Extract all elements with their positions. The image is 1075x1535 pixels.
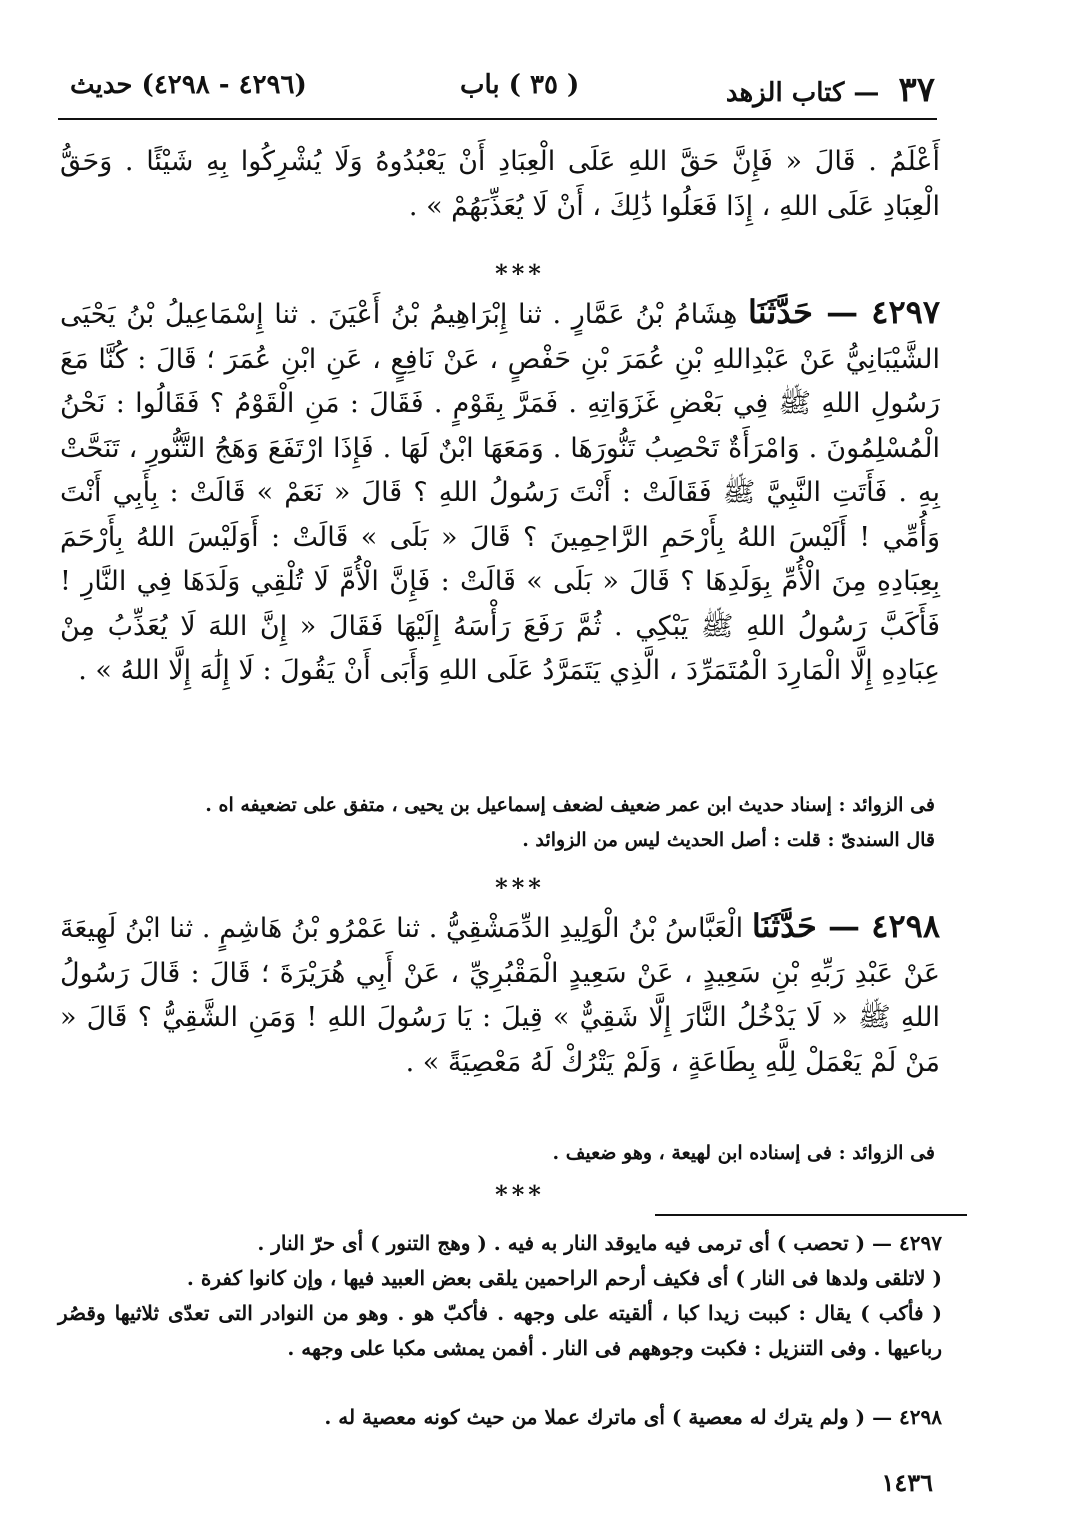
header-chapter: ( ٣٥ ) باب	[460, 70, 580, 100]
footnote-la-tulqi: ( لاتلقى ولدها فى النار ) أى فكيف أرحم الراحمين يلقى بعض العبيد فيها ، وإن كانوا كفرة .	[186, 1266, 942, 1290]
page-footer-number: ١٤٣٦	[881, 1468, 933, 1497]
separator-stars: ***	[495, 259, 545, 288]
header-rule	[58, 118, 937, 120]
footnote-rule	[655, 1214, 967, 1216]
hadith-4298-text: الْعَبَّاسُ بْنُ الْوَلِيدِ الدِّمَشْقِيُّ . ثنا عَمْرُو بْنُ هَاشِمٍ . ثنا ابْنُ لَهِيعَةَ عَنْ عَبْدِ رَبِّهِ بْنِ سَعِيدٍ ، عَنْ سَعِيدٍ الْمَقْبُرِيِّ ، عَنْ أَبِي هُرَيْرَةَ ؛ قَالَ : قَالَ رَسُولُ اللهِ ﷺ « لَا يَدْخُلُ النَّارَ إِلَّا شَقِيٌّ » قِيلَ : يَا رَسُولَ اللهِ ! وَمَنِ الشَّقِيُّ ؟ قَالَ « مَنْ لَمْ يَعْمَلْ لِلَّهِ بِطَاعَةٍ ، وَلَمْ يَتْرُكْ لَهُ مَعْصِيَةً » .	[60, 913, 940, 1078]
header-page-number: ٣٧	[898, 70, 935, 110]
footnote-fa-akabba: ( فأكب ) يقال : كببت زيدا كبا ، ألقيته على وجهه . فأكبّ هو . وهو من النوادر التى تعدّى ثلاثيها وقصُر رباعيها . وفى التنزيل : فكبت وجوههم فى النار . أفمن يمشى مكبا على وجهه .	[58, 1301, 942, 1360]
hadith-4296-tail: أَعْلَمُ . قَالَ « فَإِنَّ حَقَّ اللهِ عَلَى الْعِبَادِ أَنْ يَعْبُدُوهُ وَلَا يُشْرِكُوا بِهِ شَيْئًا . وَحَقُّ الْعِبَادِ عَلَى اللهِ ، إِذَا فَعَلُوا ذَٰلِكَ ، أَنْ لَا يُعَذِّبَهُمْ » .	[60, 146, 940, 222]
hadith-4297-note-1: فى الزوائد : إسناد حديث ابن عمر ضعيف لضعف إسماعيل بن يحيى ، متفق على تضعيفه اه .	[205, 794, 935, 816]
hadith-4297	[60, 290, 940, 694]
separator-stars: ***	[495, 1180, 545, 1209]
hadith-4298-number: ٤٢٩٨ — حَدَّثَنَا	[751, 907, 941, 945]
header-hadith-range: (٤٢٩٦ - ٤٢٩٨) حديث	[70, 70, 307, 100]
hadith-4297-note-2: قال السندىّ : قلت : أصل الحديث ليس من الزوائد .	[522, 829, 935, 851]
hadith-4298-note: فى الزوائد : فى إسناده ابن لهيعة ، وهو ضعيف .	[552, 1142, 935, 1164]
running-header-book	[726, 70, 935, 112]
hadith-4297-text: هِشَامُ بْنُ عَمَّارٍ . ثنا إِبْرَاهِيمُ بْنُ أَعْيَنَ . ثنا إِسْمَاعِيلُ بْنُ يَحْيَى الشَّيْبَانِيُّ عَنْ عَبْدِاللهِ بْنِ عُمَرَ بْنِ حَفْصٍ ، عَنْ نَافِعٍ ، عَنِ ابْنِ عُمَرَ ؛ قَالَ : كُنَّا مَعَ رَسُولِ اللهِ ﷺ فِي بَعْضِ غَزَوَاتِهِ . فَمَرَّ بِقَوْمٍ . فَقَالَ : مَنِ الْقَوْمُ ؟ فَقَالُوا : نَحْنُ الْمُسْلِمُونَ . وَامْرَأَةٌ تَحْصِبُ تَنُّورَهَا . وَمَعَهَا ابْنٌ لَهَا . فَإِذَا ارْتَفَعَ وَهَجُ التَّنُّورِ ، تَنَحَّتْ بِهِ . فَأَتَتِ النَّبِيَّ ﷺ فَقَالَتْ : أَنْتَ رَسُولُ اللهِ ؟ قَالَ « نَعَمْ » قَالَتْ : بِأَبِي أَنْتَ وَأُمِّي ! أَلَيْسَ اللهُ بِأَرْحَمِ الرَّاحِمِينَ ؟ قَالَ « بَلَى » قَالَتْ : أَوَلَيْسَ اللهُ بِأَرْحَمَ بِعِبَادِهِ مِنَ الْأُمِّ بِوَلَدِهَا ؟ قَالَ « بَلَى » قَالَتْ : فَإِنَّ الْأُمَّ لَا تُلْقِي وَلَدَهَا فِي النَّارِ ! فَأَكَبَّ رَسُولُ اللهِ ﷺ يَبْكِي . ثُمَّ رَفَعَ رَأْسَهُ إِلَيْهَا فَقَالَ « إِنَّ اللهَ لَا يُعَذِّبُ مِنْ عِبَادِهِ إِلَّا الْمَارِدَ الْمُتَمَرِّدَ ، الَّذِي يَتَمَرَّدُ عَلَى اللهِ وَأَبَى أَنْ يَقُولَ : لَا إِلَٰهَ إِلَّا اللهُ » .	[60, 299, 940, 686]
hadith-4297-number: ٤٢٩٧ — حَدَّثَنَا	[747, 293, 941, 331]
footnote-4297-tahsib: ٤٢٩٧ — ( تحصب ) أى ترمى فيه مايوقد النار به فيه . ( وهج التنور ) أى حرّ النار .	[257, 1231, 942, 1255]
separator-stars: ***	[495, 873, 545, 902]
header-book-title: — كتاب الزهد	[725, 78, 880, 108]
footnote-4298: ٤٢٩٨ — ( ولم يترك له معصية ) أى ماترك عملا من حيث كونه معصية له .	[324, 1405, 942, 1429]
hadith-4298	[60, 904, 940, 1085]
